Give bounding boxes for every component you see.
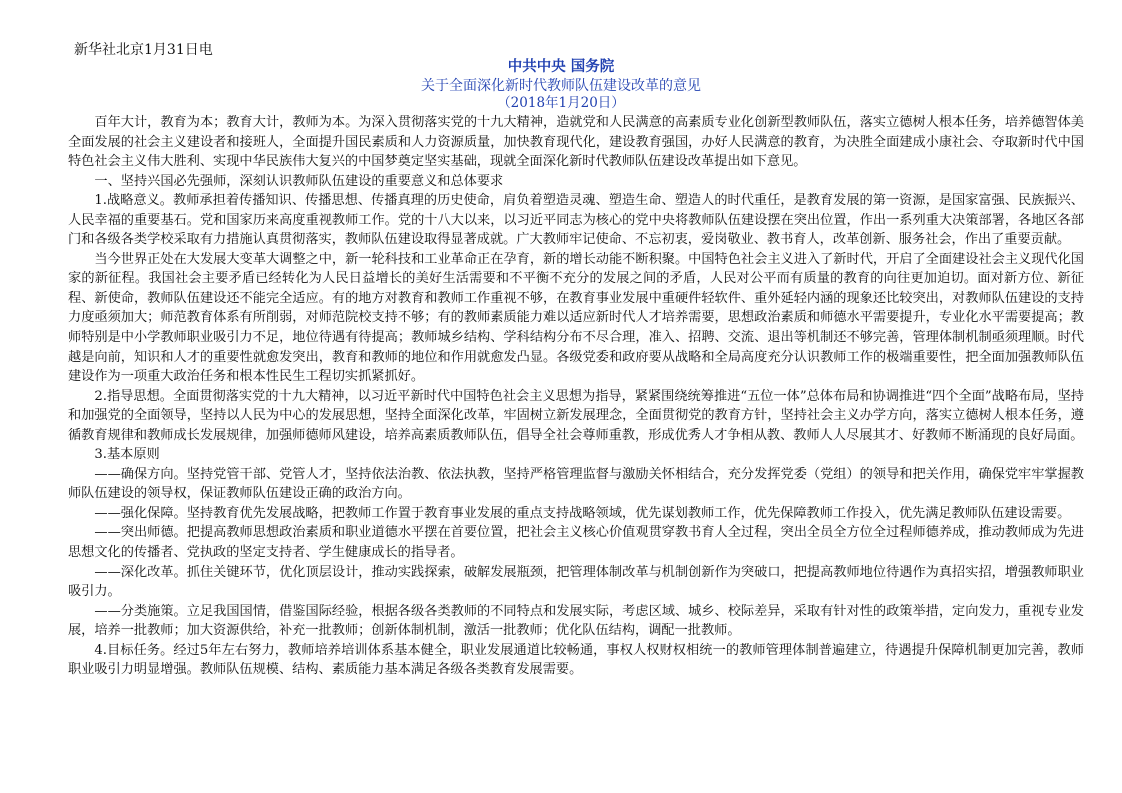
principle-strengthen-guarantee: ——强化保障。坚持教育优先发展战略，把教师工作置于教育事业发展的重点支持战略领域，优先谋划教师工作，优先保障教师工作投入，优先满足教师队伍建设需要。 [94,505,1071,521]
principle-highlight-ethics: ——突出师德。把提高教师思想政治素质和职业道德水平摆在首要位置，把社会主义核心价值观贯穿教书育人全过程，突出全员全方位全过程师德养成，推动教师成为先进思想文化的传播者、党执政的坚定支持者、学生健康成长的指导者。 [68,525,1084,561]
principle-ensure-direction: ——确保方向。坚持党管干部、党管人才，坚持依法治教、依法执教，坚持严格管理监督与激励关怀相结合，充分发挥党委（党组）的领导和把关作用，确保党牢牢掌握教师队伍建设的领导权，保证教师队伍建设正确的政治方向。 [68,466,1084,502]
document-body [68,113,1084,680]
dateline: 新华社北京1月31日电 [74,42,213,58]
principle-classified-policies: ——分类施策。立足我国国情，借鉴国际经验，根据各级各类教师的不同特点和发展实际，考虑区域、城乡、校际差异，采取有针对性的政策举措，定向发力，重视专业发展，培养一批教师；加大资源供给，补充一批教师；创新体制机制，激活一批教师；优化队伍结构，调配一批教师。 [68,603,1084,639]
principle-deepen-reform: ——深化改革。抓住关键环节，优化顶层设计，推动实践探索，破解发展瓶颈，把管理体制改革与机制创新作为突破口，把提高教师地位待遇作为真招实招，增强教师职业吸引力。 [68,564,1084,600]
paragraph-strategic-significance: 1.战略意义。教师承担着传播知识、传播思想、传播真理的历史使命，肩负着塑造灵魂、塑造生命、塑造人的时代重任，是教育发展的第一资源，是国家富强、民族振兴、人民幸福的重要基石。党和国家历来高度重视教师工作。党的十八大以来，以习近平同志为核心的党中央将教师队伍建设摆在突出位置，作出一系列重大决策部署，各地区各部门和各级各类学校采取有力措施认真贯彻落实，教师队伍建设取得显著成就。广大教师牢记使命、不忘初衷，爱岗敬业、教书育人，改革创新、服务社会，作出了重要贡献。 [68,193,1084,248]
document-date: （2018年1月20日） [497,95,625,111]
paragraph-guiding-ideology: 2.指导思想。全面贯彻落实党的十九大精神，以习近平新时代中国特色社会主义思想为指导，紧紧围绕统筹推进“五位一体”总体布局和协调推进“四个全面”战略布局，坚持和加强党的全面领导，坚持以人民为中心的发展思想，坚持全面深化改革，牢固树立新发展理念，全面贯彻党的教育方针，坚持社会主义办学方向，落实立德树人根本任务，遵循教育规律和教师成长发展规律，加强师德师风建设，培养高素质教师队伍，倡导全社会尊师重教，形成优秀人才争相从教、教师人人尽展其才、好教师不断涌现的良好局面。 [68,388,1084,443]
document-title: 中共中央 国务院 [507,59,615,75]
paragraph-current-situation: 当今世界正处在大发展大变革大调整之中，新一轮科技和工业革命正在孕育，新的增长动能不断积聚。中国特色社会主义进入了新时代，开启了全面建设社会主义现代化国家的新征程。我国社会主要矛盾已经转化为人民日益增长的美好生活需要和不平衡不充分的发展之间的矛盾，人民对公平而有质量的教育的向往更加迫切。面对新方位、新征程、新使命，教师队伍建设还不能完全适应。有的地方对教育和教师工作重视不够，在教育事业发展中重硬件轻软件、重外延轻内涵的现象还比较突出，对教师队伍建设的支持力度亟须加大；师范教育体系有所削弱，对师范院校支持不够；有的教师素质能力难以适应新时代人才培养需要，思想政治素质和师德水平需要提升，专业化水平需要提高；教师特别是中小学教师职业吸引力不足，地位待遇有待提高；教师城乡结构、学科结构分布不尽合理，准入、招聘、交流、退出等机制还不够完善，管理体制机制亟须理顺。时代越是向前，知识和人才的重要性就愈发突出，教育和教师的地位和作用就愈发凸显。各级党委和政府要从战略和全局高度充分认识教师工作的极端重要性，把全面加强教师队伍建设作为一项重大政治任务和根本性民生工程切实抓紧抓好。 [68,251,1084,385]
paragraph-preamble: 百年大计，教育为本；教育大计，教师为本。为深入贯彻落实党的十九大精神，造就党和人民满意的高素质专业化创新型教师队伍，落实立德树人根本任务，培养德智体美全面发展的社会主义建设者和接班人，全面提升国民素质和人力资源质量，加快教育现代化，建设教育强国，办好人民满意的教育，为决胜全面建成小康社会、夺取新时代中国特色社会主义伟大胜利、实现中华民族伟大复兴的中国梦奠定坚实基础，现就全面深化新时代教师队伍建设改革提出如下意见。 [68,115,1084,170]
document-subtitle: 关于全面深化新时代教师队伍建设改革的意见 [421,78,701,94]
paragraph-goals-tasks: 4.目标任务。经过5年左右努力，教师培养培训体系基本健全，职业发展通道比较畅通，事权人权财权相统一的教师管理体制普遍建立，待遇提升保障机制更加完善，教师职业吸引力明显增强。教师队伍规模、结构、素质能力基本满足各级各类教育发展需要。 [68,642,1084,678]
paragraph-basic-principles-heading: 3.基本原则 [94,447,160,463]
section-heading-1: 一、坚持兴国必先强师，深刻认识教师队伍建设的重要意义和总体要求 [94,173,504,189]
